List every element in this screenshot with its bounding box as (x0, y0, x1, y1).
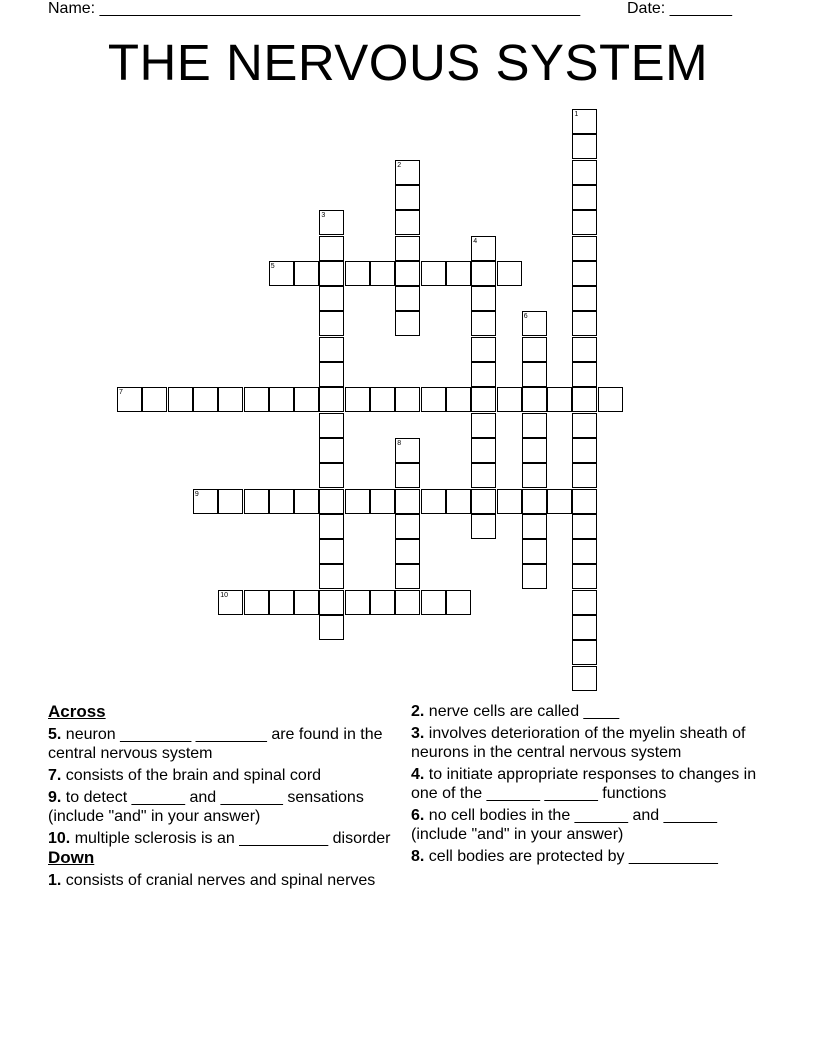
crossword-cell[interactable] (572, 210, 597, 235)
clue-number: 6. (411, 807, 425, 824)
crossword-cell[interactable] (572, 337, 597, 362)
crossword-cell[interactable] (395, 539, 420, 564)
crossword-cell[interactable] (572, 640, 597, 665)
crossword-cell[interactable] (395, 236, 420, 261)
crossword-cell[interactable] (522, 489, 547, 514)
crossword-cell[interactable] (572, 489, 597, 514)
crossword-cell[interactable] (522, 387, 547, 412)
down-clue-3 (411, 724, 771, 762)
clue-number: 8. (411, 848, 425, 865)
crossword-cell[interactable] (319, 413, 344, 438)
crossword-cell[interactable] (319, 539, 344, 564)
crossword-cell[interactable] (522, 413, 547, 438)
crossword-cell[interactable] (522, 337, 547, 362)
clue-number-label: 3 (321, 212, 326, 220)
crossword-cell[interactable] (572, 539, 597, 564)
crossword-cell[interactable] (218, 489, 243, 514)
crossword-cell[interactable] (421, 590, 446, 615)
crossword-cell[interactable] (572, 514, 597, 539)
crossword-cell[interactable] (395, 489, 420, 514)
crossword-cell[interactable] (168, 387, 193, 412)
crossword-cell[interactable] (471, 413, 496, 438)
crossword-cell[interactable] (218, 387, 243, 412)
crossword-cell[interactable] (319, 438, 344, 463)
clue-text: nerve cells are called ____ (428, 703, 620, 720)
down-clue-4 (411, 765, 771, 803)
crossword-cell[interactable] (572, 413, 597, 438)
crossword-cell[interactable] (572, 590, 597, 615)
crossword-cell[interactable] (294, 387, 319, 412)
crossword-cell[interactable] (471, 236, 496, 261)
crossword-cell[interactable] (244, 489, 269, 514)
clue-text: to detect ______ and _______ sensations (include "and" in your answer) (48, 789, 364, 825)
crossword-cell[interactable] (319, 514, 344, 539)
crossword-cell[interactable] (572, 438, 597, 463)
clue-number-label: 9 (194, 490, 199, 498)
crossword-cell[interactable] (269, 489, 294, 514)
crossword-cell[interactable] (572, 286, 597, 311)
clues-right-column (411, 702, 771, 866)
crossword-cell[interactable] (446, 387, 471, 412)
crossword-cell[interactable] (497, 489, 522, 514)
crossword-cell[interactable] (522, 438, 547, 463)
clue-number-label: 4 (473, 237, 478, 245)
crossword-cell[interactable] (319, 489, 344, 514)
crossword-cell[interactable] (244, 387, 269, 412)
crossword-cell[interactable] (446, 489, 471, 514)
crossword-cell[interactable] (471, 514, 496, 539)
crossword-cell[interactable] (345, 590, 370, 615)
crossword-cell[interactable] (471, 286, 496, 311)
crossword-cell[interactable] (395, 590, 420, 615)
crossword-cell[interactable] (471, 463, 496, 488)
clue-text: cell bodies are protected by __________ (428, 848, 718, 865)
clue-text: no cell bodies in the ______ and ______ (include "and" in your answer) (411, 807, 718, 843)
crossword-cell[interactable] (395, 311, 420, 336)
crossword-cell[interactable] (522, 514, 547, 539)
crossword-cell[interactable] (572, 185, 597, 210)
crossword-cell[interactable] (269, 590, 294, 615)
clue-number: 5. (48, 726, 62, 743)
crossword-cell[interactable] (522, 362, 547, 387)
crossword-cell[interactable] (572, 160, 597, 185)
crossword-cell[interactable] (395, 514, 420, 539)
crossword-cell[interactable] (471, 311, 496, 336)
clue-text: to initiate appropriate responses to changes in one of the ______ ______ functions (411, 766, 757, 802)
crossword-cell[interactable] (395, 463, 420, 488)
crossword-cell[interactable] (395, 286, 420, 311)
crossword-cell[interactable] (395, 564, 420, 589)
crossword-cell[interactable] (319, 261, 344, 286)
crossword-cell[interactable] (572, 666, 597, 691)
crossword-cell[interactable] (319, 311, 344, 336)
crossword-cell[interactable] (370, 261, 395, 286)
crossword-cell[interactable] (547, 489, 572, 514)
crossword-cell[interactable] (471, 337, 496, 362)
clue-number-label: 7 (119, 389, 123, 397)
crossword-cell[interactable] (572, 615, 597, 640)
crossword-cell[interactable] (319, 590, 344, 615)
crossword-cell[interactable] (395, 261, 420, 286)
crossword-cell[interactable] (319, 210, 344, 235)
clue-number-label: 5 (270, 262, 275, 270)
crossword-cell[interactable] (244, 590, 269, 615)
crossword-cell[interactable] (572, 236, 597, 261)
across-heading: Across (48, 702, 106, 721)
clue-number: 10. (48, 830, 71, 847)
crossword-cell[interactable] (193, 387, 218, 412)
crossword-cell[interactable] (572, 134, 597, 159)
crossword-cell[interactable] (395, 387, 420, 412)
across-clue-10 (48, 829, 408, 848)
crossword-cell[interactable] (421, 261, 446, 286)
crossword-cell[interactable] (421, 489, 446, 514)
clue-number: 2. (411, 703, 425, 720)
across-clue-9 (48, 788, 408, 826)
crossword-cell[interactable] (522, 539, 547, 564)
crossword-cell[interactable] (572, 311, 597, 336)
clue-number: 4. (411, 766, 425, 783)
clue-text: neuron ________ ________ are found in the central nervous system (48, 726, 383, 762)
crossword-cell[interactable] (421, 387, 446, 412)
clue-text: consists of the brain and spinal cord (65, 767, 322, 784)
clue-number: 3. (411, 725, 425, 742)
crossword-cell[interactable] (395, 210, 420, 235)
crossword-cell[interactable] (497, 261, 522, 286)
clue-number-label: 1 (574, 111, 579, 118)
crossword-cell[interactable] (345, 489, 370, 514)
crossword-cell[interactable] (370, 489, 395, 514)
crossword-cell[interactable] (294, 489, 319, 514)
down-clue-2 (411, 702, 771, 721)
crossword-cell[interactable] (572, 463, 597, 488)
crossword-cell[interactable] (269, 261, 294, 286)
crossword-cell[interactable] (319, 337, 344, 362)
crossword-cell[interactable] (598, 387, 623, 412)
crossword-cell[interactable] (345, 387, 370, 412)
crossword-cell[interactable] (319, 387, 344, 412)
clue-number-label: 2 (397, 161, 402, 169)
name-date-line (48, 0, 768, 20)
crossword-cell[interactable] (319, 236, 344, 261)
name-field-label: Name: ______________________________________________________ (48, 0, 581, 17)
crossword-cell[interactable] (572, 362, 597, 387)
crossword-cell[interactable] (471, 489, 496, 514)
crossword-cell[interactable] (269, 387, 294, 412)
crossword-cell[interactable] (471, 261, 496, 286)
crossword-cell[interactable] (522, 564, 547, 589)
page-title: THE NERVOUS SYSTEM (107, 34, 709, 91)
crossword-cell[interactable] (572, 564, 597, 589)
crossword-cell[interactable] (370, 387, 395, 412)
crossword-cell[interactable] (395, 438, 420, 463)
crossword-cell[interactable] (522, 311, 547, 336)
clue-number-label: 10 (220, 591, 228, 599)
crossword-cell[interactable] (446, 590, 471, 615)
crossword-cell[interactable] (395, 160, 420, 185)
down-heading: Down (48, 848, 95, 867)
crossword-cell[interactable] (319, 286, 344, 311)
crossword-cell[interactable] (572, 109, 597, 134)
crossword-cell[interactable] (572, 387, 597, 412)
crossword-cell[interactable] (319, 463, 344, 488)
down-clue-8 (411, 847, 771, 866)
crossword-cell[interactable] (218, 590, 243, 615)
clue-text: multiple sclerosis is an __________ disorder (74, 830, 391, 847)
crossword-cell[interactable] (294, 590, 319, 615)
crossword-grid (117, 109, 625, 693)
crossword-cell[interactable] (395, 185, 420, 210)
clue-text: involves deterioration of the myelin sheath of neurons in the central nervous system (411, 725, 746, 761)
crossword-cell[interactable] (193, 489, 218, 514)
crossword-cell[interactable] (345, 261, 370, 286)
crossword-cell[interactable] (471, 387, 496, 412)
crossword-cell[interactable] (319, 564, 344, 589)
crossword-cell[interactable] (471, 438, 496, 463)
date-field-label: Date: _______ (627, 0, 732, 17)
clue-number: 9. (48, 789, 62, 806)
crossword-cell[interactable] (370, 590, 395, 615)
crossword-cell[interactable] (547, 387, 572, 412)
across-clue-5 (48, 725, 408, 763)
crossword-cell[interactable] (142, 387, 167, 412)
clues-left-column (48, 702, 408, 890)
crossword-cell[interactable] (319, 362, 344, 387)
across-clue-7 (48, 766, 408, 785)
crossword-cell[interactable] (117, 387, 142, 412)
down-clue-1 (48, 871, 408, 890)
clue-number-label: 6 (523, 313, 528, 321)
crossword-cell[interactable] (471, 362, 496, 387)
crossword-cell[interactable] (294, 261, 319, 286)
clue-number: 1. (48, 872, 62, 889)
crossword-cell[interactable] (446, 261, 471, 286)
clue-number-label: 8 (397, 439, 402, 447)
crossword-cell[interactable] (572, 261, 597, 286)
crossword-cell[interactable] (319, 615, 344, 640)
crossword-cell[interactable] (497, 387, 522, 412)
clue-number: 7. (48, 767, 62, 784)
down-clue-6 (411, 806, 771, 844)
clue-text: consists of cranial nerves and spinal nerves (65, 872, 376, 889)
crossword-cell[interactable] (522, 463, 547, 488)
